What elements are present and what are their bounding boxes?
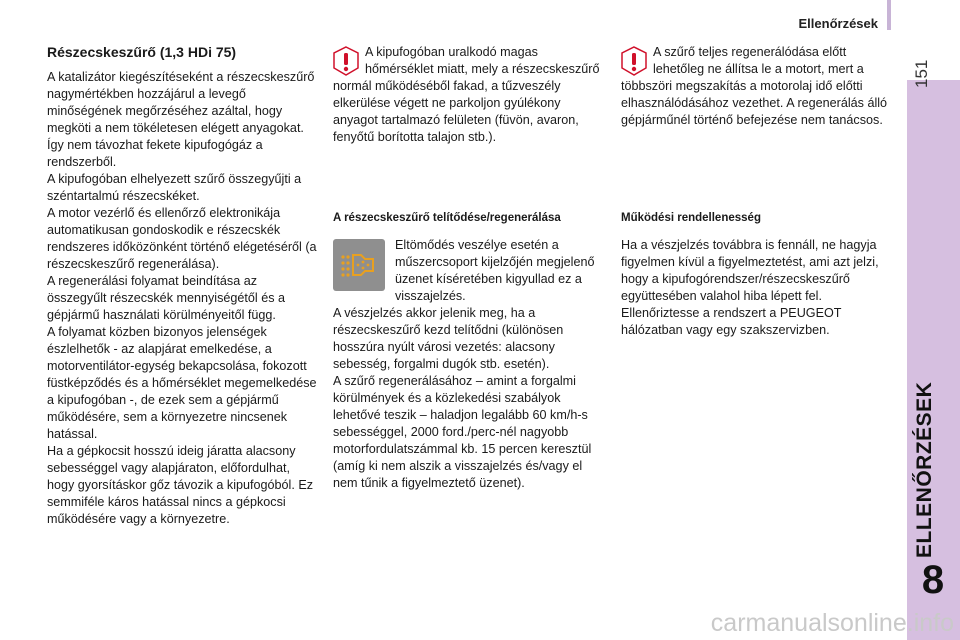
- paragraph: A motor vezérlő és ellenőrző elektronikája automatikusan gondoskodik e részecskék rendszeres időközönként történő elégetéséről (a részecskeszűrő regenerálása).: [47, 206, 317, 271]
- paragraph: A folyamat közben bizonyos jelenségek észlelhetők - az alapjárat emelkedése, a motorventilátor-egység bekapcsolása, fokozott füstképződés és a hőmérséklet megemelkedése a kipufogóban -, de ezek sem a gépjármű működésére, sem a környezetre nincsenek hatással.: [47, 325, 317, 441]
- column-3: [621, 44, 893, 339]
- paragraph: Ha a gépkocsit hosszú ideig járatta alacsony sebességgel vagy alapjáraton, előfordulhat, hogy gyorsításkor gőz távozik a kipufogóból. Ez semmiféle káros hatással nincs a gépkocsi működésére vagy a környezetre.: [47, 444, 314, 526]
- icon-block: [333, 237, 605, 305]
- paragraph: Ellenőriztesse a rendszert a PEUGEOT hálózatban vagy egy szakszervizben.: [621, 306, 842, 337]
- warning-exclamation-icon: [621, 46, 647, 76]
- chapter-title: ELLENŐRZÉSEK: [913, 381, 936, 558]
- paragraph: Ha a vészjelzés továbbra is fennáll, ne hagyja figyelmen kívül a figyelmeztetést, ami azt jelzi, hogy a kipufogórendszer/részecskeszűrő együttesében valahol hiba lépett fel.: [621, 238, 879, 303]
- paragraph: A regenerálási folyamat beindítása az összegyűlt részecskék mennyiségétől és a gépjármű használati körülményeitől függ.: [47, 274, 285, 322]
- paragraph: A vészjelzés akkor jelenik meg, ha a részecskeszűrő kezd telítődni (különösen hosszúra nyúlt városi vezetés: alacsony sebesség, forgalmi dugók stb. esetén).: [333, 306, 564, 371]
- icon-description: Eltömődés veszélye esetén a műszercsoport kijelzőjén megjelenő üzenet kíséretében kigyullad ez a visszajelzés.: [395, 238, 595, 303]
- header-accent-bar: [887, 0, 891, 30]
- column-2: [333, 44, 605, 492]
- particle-filter-icon: [333, 239, 385, 291]
- warning-block: [621, 44, 893, 164]
- warning-block: [333, 44, 605, 164]
- section-title: Részecskeszűrő (1,3 HDi 75): [47, 44, 237, 60]
- warning-exclamation-icon: [333, 46, 359, 76]
- warning-text: A kipufogóban uralkodó magas hőmérséklet miatt, mely a részecskeszűrő normál működéséből fakad, a tűzveszély elkerülése végett ne parkoljon gyúlékony anyagot tartalmazó felületen (füvön, avaron, fenyőtű borította talajon stb.).: [333, 45, 600, 144]
- warning-text: A szűrő teljes regenerálódása előtt lehetőleg ne állítsa le a motort, mert a többszöri megszakítás a motorolaj idő előtti elhasználódásához vezethet. A regenerálás álló gépjárműnél történő befejezése nem tanácsos.: [621, 45, 888, 127]
- subsection-title: Működési rendellenesség: [621, 212, 761, 224]
- watermark: carmanualsonline.info: [710, 609, 954, 637]
- chapter-number: 8: [921, 558, 945, 602]
- paragraph: A katalizátor kiegészítéseként a részecskeszűrő nagymértékben hozzájárul a levegő minőségének megőrzéséhez azáltal, hogy megköti a nem tökéletesen elégett anyagokat. Így nem távozhat fekete kipufogógáz a rendszerből.: [47, 70, 315, 169]
- column-1: [47, 44, 319, 528]
- subsection-title: A részecskeszűrő telítődése/regenerálása: [333, 212, 561, 224]
- paragraph: A szűrő regenerálásához – amint a forgalmi körülmények és a közlekedési szabályok lehetővé teszik – haladjon legalább 60 km/h-s sebességgel, 2000 ford./perc-nél nagyobb motorfordulatszámmal kb. 15 percen keresztül (amíg ki nem alszik a visszajelzés és/vagy el nem tűnik a figyelmeztető üzenet).: [333, 374, 592, 490]
- page-number: 151: [912, 59, 931, 88]
- section-header: Ellenőrzések: [798, 16, 878, 31]
- paragraph: A kipufogóban elhelyezett szűrő összegyűjti a széntartalmú részecskéket.: [47, 172, 302, 203]
